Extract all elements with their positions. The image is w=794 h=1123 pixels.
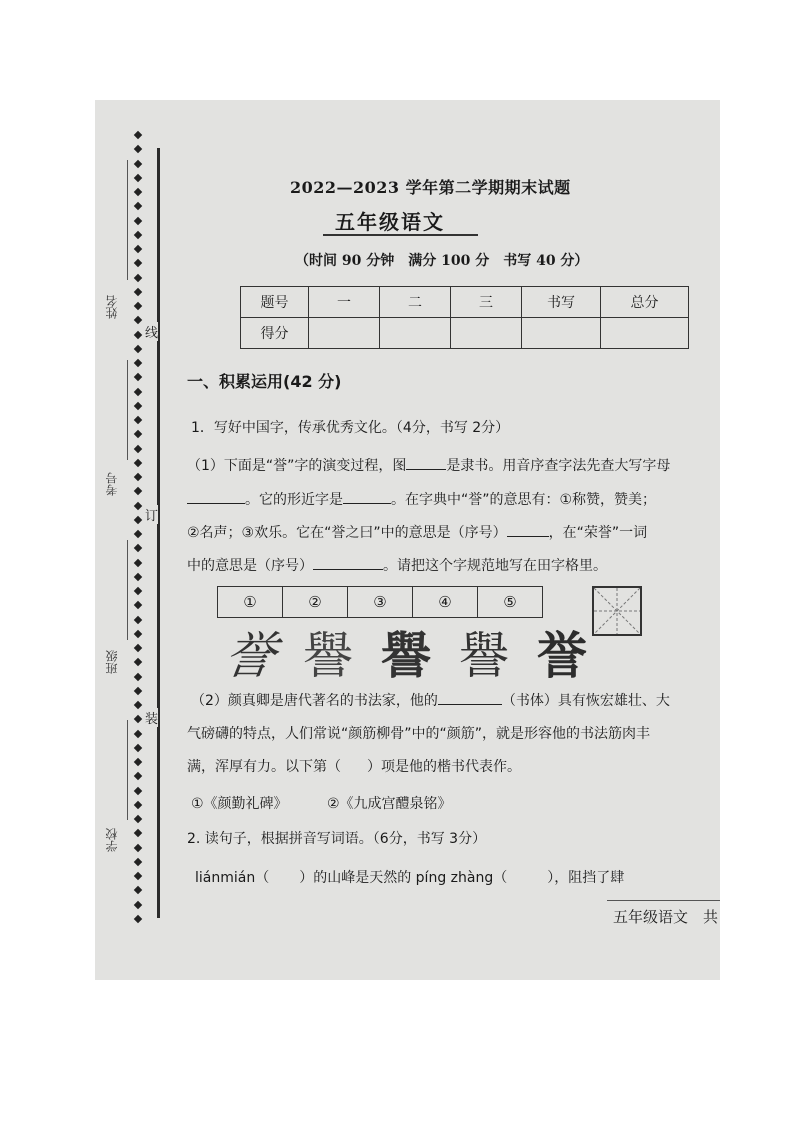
exam-paper (95, 100, 720, 980)
question-1-part-2-line-1: （2）颜真卿是唐代著名的书法家，他的 （书体）具有恢宏雄壮、大 (191, 690, 670, 710)
answer-blank[interactable] (406, 455, 446, 470)
cut-word-order: 订 (145, 505, 158, 524)
question-1-title: 1．写好中国字，传承优秀文化。（4分，书写 2分） (191, 420, 510, 436)
evolution-glyph-3: 譽 (381, 626, 431, 685)
option-number: ② (283, 587, 348, 617)
score-header-cell: 题号 (241, 287, 309, 318)
answer-blank[interactable] (343, 489, 391, 504)
score-cell[interactable] (522, 318, 601, 349)
question-2-line-1: liánmián（ ）的山峰是天然的 píng zhàng（ ），阻挡了肆 (195, 870, 625, 886)
score-cell[interactable] (380, 318, 451, 349)
evolution-glyph-1: 誉 (220, 627, 280, 685)
score-table-header-row (241, 287, 689, 318)
footer-divider (607, 900, 720, 901)
answer-blank[interactable] (313, 555, 383, 570)
evolution-glyph-5: 誉 (537, 627, 587, 685)
cut-word-bind: 装 (145, 708, 158, 727)
exam-subtitle: 五年级语文 (335, 210, 445, 234)
exam-no-blank (127, 360, 128, 460)
school-label: 学校 (105, 828, 119, 852)
score-cell[interactable] (451, 318, 522, 349)
option-number: ⑤ (503, 593, 517, 611)
cut-word-line: 线 (145, 322, 158, 341)
name-label: 姓名 (105, 295, 119, 319)
option-number: ① (218, 587, 283, 617)
option-number-row (217, 586, 543, 618)
question-1-line-2: 。它的形近字是 。在字典中“誉”的意思有：①称赞，赞美； (187, 489, 656, 509)
score-header-cell: 总分 (601, 287, 689, 318)
evolution-glyph-2: 譽 (303, 627, 353, 685)
binding-diamond-border (131, 132, 145, 922)
page-footer: 五年级语文 共 (613, 908, 719, 926)
score-table-score-row (241, 318, 689, 349)
score-cell[interactable] (601, 318, 689, 349)
score-cell[interactable] (309, 318, 380, 349)
exam-no-label: 考号 (105, 472, 119, 496)
class-label: 班级 (105, 650, 119, 674)
score-row-label: 得分 (241, 318, 309, 349)
score-header-cell: 一 (309, 287, 380, 318)
name-blank (127, 160, 128, 280)
score-table (240, 286, 689, 349)
option-number: ④ (413, 587, 478, 617)
tianzige-writing-grid[interactable] (592, 586, 642, 636)
character-evolution-row (220, 626, 587, 685)
answer-blank[interactable] (438, 690, 502, 705)
option-number: ③ (348, 587, 413, 617)
subtitle-underline (323, 234, 478, 236)
score-header-cell: 二 (380, 287, 451, 318)
question-1-line-3: ②名声；③欢乐。它在“誉之曰”中的意思是（序号） ，在“荣誉”一词 (187, 522, 647, 542)
exam-title: 2022—2023 学年第二学期期末试题 (290, 178, 571, 197)
score-header-cell: 三 (451, 287, 522, 318)
question-1-part-2-line-3: 满，浑厚有力。以下第（ ）项是他的楷书代表作。 (187, 759, 521, 775)
question-1-line-1: （1）下面是“誉”字的演变过程，图 是隶书。用音序查字法先查大写字母 (187, 455, 670, 475)
question-1-line-4: 中的意思是（序号） 。请把这个字规范地写在田字格里。 (187, 555, 607, 575)
evolution-glyph-4: 譽 (459, 627, 509, 685)
answer-blank[interactable] (187, 489, 245, 504)
exam-info: （时间 90 分钟 满分 100 分 书写 40 分） (295, 253, 589, 269)
section-heading: 一、积累运用(42 分) (187, 372, 342, 391)
question-2-title: 2. 读句子，根据拼音写词语。（6分，书写 3分） (187, 831, 487, 847)
answer-blank[interactable] (507, 522, 549, 537)
binding-line (157, 148, 160, 918)
choice-2: ②《九成宫醴泉铭》 (327, 796, 452, 812)
question-1-part-2-line-2: 气磅礴的特点，人们常说“颜筋柳骨”中的“颜筋”，就是形容他的书法筋肉丰 (187, 726, 651, 742)
class-blank (127, 540, 128, 640)
choice-1: ①《颜勤礼碑》 (191, 796, 288, 812)
school-blank (127, 720, 128, 820)
score-header-cell: 书写 (522, 287, 601, 318)
